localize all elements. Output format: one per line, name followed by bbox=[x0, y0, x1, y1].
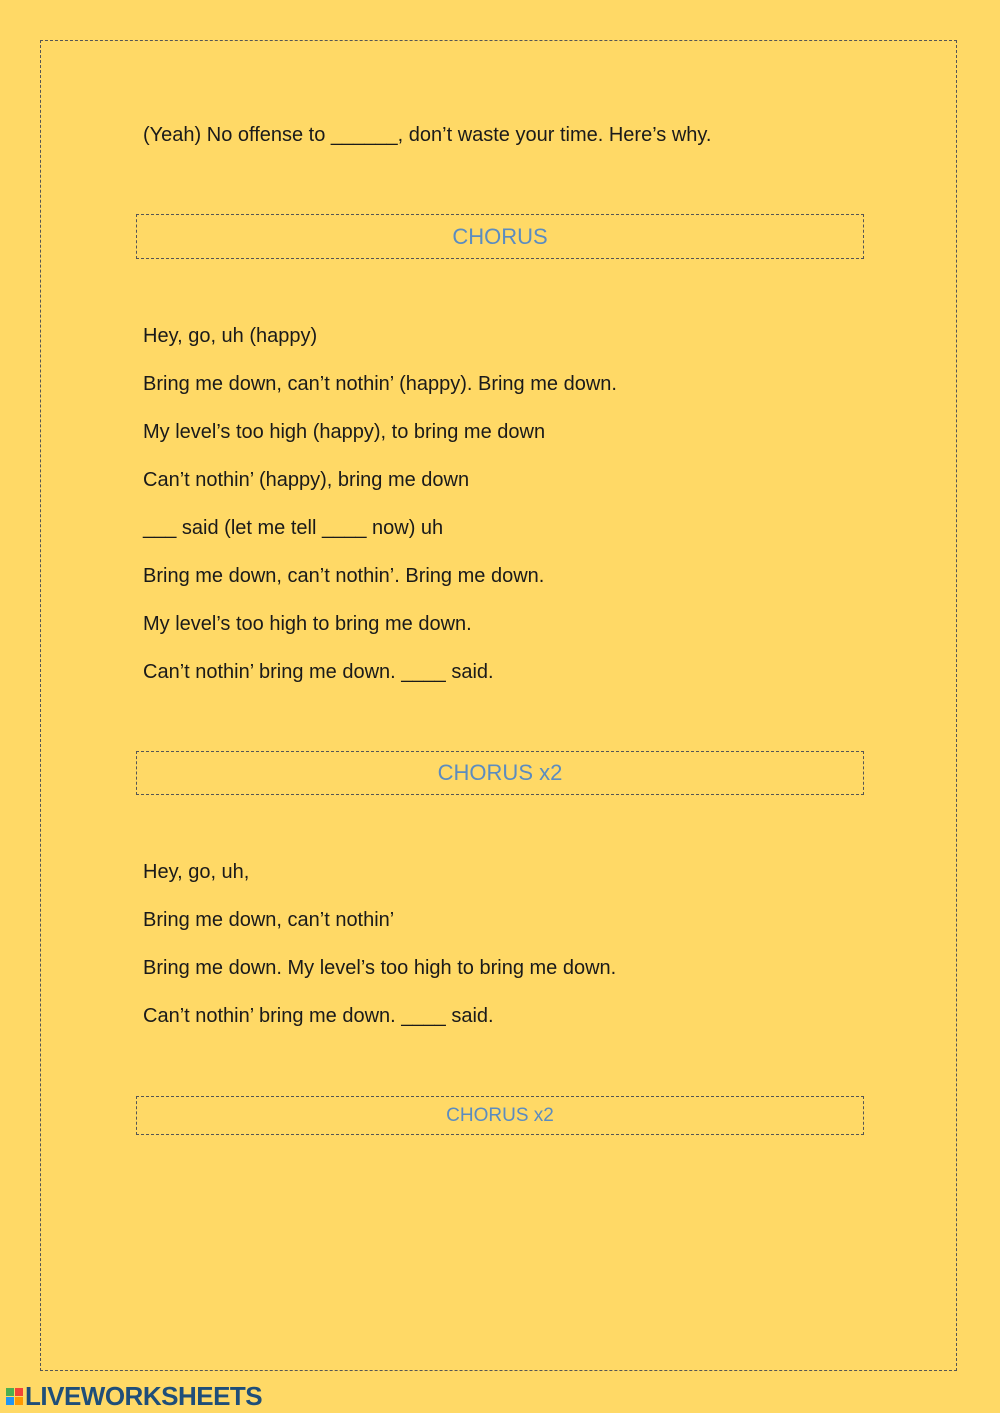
chorus-label: CHORUS x2 bbox=[446, 1104, 554, 1126]
chorus-box-3 bbox=[136, 1096, 864, 1135]
lyric-line: My level’s too high (happy), to bring me down bbox=[143, 421, 546, 443]
lyric-line: Bring me down, can’t nothin’ (happy). Bring me down. bbox=[143, 373, 617, 395]
chorus-box-1 bbox=[136, 214, 864, 259]
logo-wordmark: LIVEWORKSHEETS bbox=[25, 1380, 263, 1411]
lyric-line: Can’t nothin’ bring me down. ____ said. bbox=[143, 1005, 494, 1027]
lyric-line: Bring me down, can’t nothin’ bbox=[143, 909, 395, 931]
chorus-label: CHORUS bbox=[452, 223, 548, 249]
intro-line: (Yeah) No offense to ______, don’t waste your time. Here’s why. bbox=[143, 124, 712, 146]
lyric-line: Bring me down. My level’s too high to bring me down. bbox=[143, 957, 617, 979]
lyric-line: Hey, go, uh, bbox=[143, 861, 250, 883]
lyric-line: Hey, go, uh (happy) bbox=[143, 325, 318, 347]
logo-icon bbox=[6, 1388, 23, 1405]
chorus-box-2 bbox=[136, 751, 864, 795]
lyric-line: Can’t nothin’ bring me down. ____ said. bbox=[143, 661, 494, 683]
lyric-line: Can’t nothin’ (happy), bring me down bbox=[143, 469, 470, 491]
lyric-line: Bring me down, can’t nothin’. Bring me down. bbox=[143, 565, 545, 587]
liveworksheets-logo[interactable] bbox=[6, 1380, 263, 1411]
lyric-line: ___ said (let me tell ____ now) uh bbox=[143, 517, 444, 539]
lyric-line: My level’s too high to bring me down. bbox=[143, 613, 472, 635]
chorus-label: CHORUS x2 bbox=[437, 760, 563, 785]
